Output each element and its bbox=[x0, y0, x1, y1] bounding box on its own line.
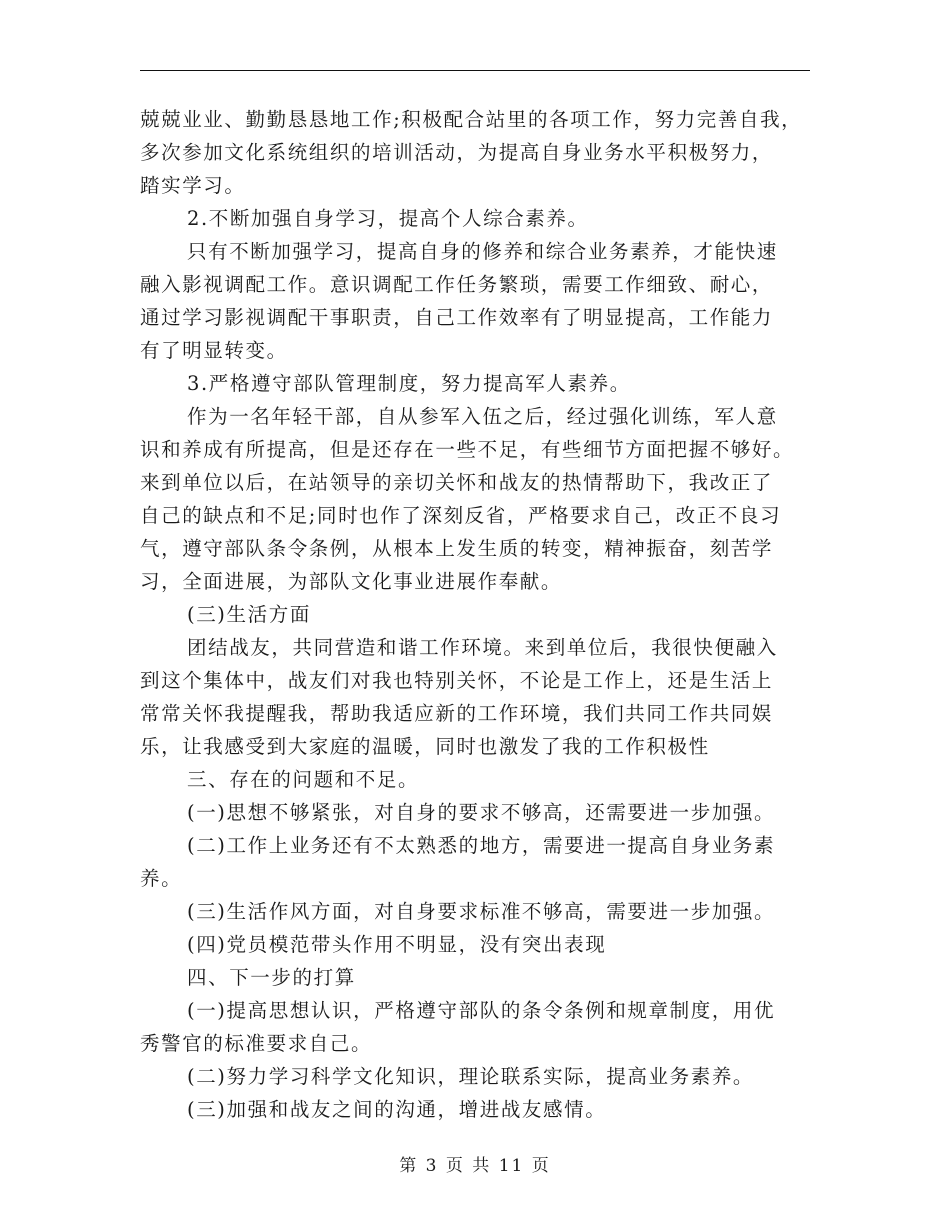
list-item: (二)工作上业务还有不太熟悉的地方，需要进一提高自身业务素 bbox=[187, 834, 776, 857]
text-line: 来到单位以后，在站领导的亲切关怀和战友的热情帮助下，我改正了 bbox=[140, 471, 774, 494]
list-item: (二)努力学习科学文化知识，理论联系实际，提高业务素养。 bbox=[187, 1065, 755, 1088]
section-heading: 3.严格遵守部队管理制度，努力提高军人素养。 bbox=[187, 372, 631, 395]
text-line: 到这个集体中，战友们对我也特别关怀，不论是工作上，还是生活上 bbox=[140, 669, 774, 692]
list-item: (四)党员模范带头作用不明显，没有突出表现 bbox=[187, 933, 607, 956]
text-line: 习，全面进展，为部队文化事业进展作奉献。 bbox=[140, 570, 563, 593]
list-item: (一)提高思想认识，严格遵守部队的条令条例和规章制度，用优 bbox=[187, 999, 776, 1022]
text-line: 团结战友，共同营造和谐工作环境。来到单位后，我很快便融入 bbox=[187, 636, 778, 659]
text-line: 踏实学习。 bbox=[140, 174, 246, 197]
section-heading: 四、下一步的打算 bbox=[187, 966, 356, 989]
text-line: 有了明显转变。 bbox=[140, 339, 288, 362]
list-item: (一)思想不够紧张，对自身的要求不够高，还需要进一步加强。 bbox=[187, 801, 776, 824]
section-heading: (三)生活方面 bbox=[187, 603, 311, 626]
text-line: 识和养成有所提高，但是还存在一些不足，有些细节方面把握不够好。 bbox=[140, 438, 795, 461]
section-heading: 三、存在的问题和不足。 bbox=[187, 768, 420, 791]
text-line: 融入影视调配工作。意识调配工作任务繁琐，需要工作细致、耐心， bbox=[140, 273, 774, 296]
text-line: 常常关怀我提醒我，帮助我适应新的工作环境，我们共同工作共同娱 bbox=[140, 702, 774, 725]
text-line: 养。 bbox=[140, 867, 183, 890]
text-line: 兢兢业业、勤勤恳恳地工作;积极配合站里的各项工作，努力完善自我， bbox=[140, 108, 803, 131]
text-line: 秀警官的标准要求自己。 bbox=[140, 1032, 373, 1055]
list-item: (三)加强和战友之间的沟通，增进战友感情。 bbox=[187, 1098, 607, 1121]
text-line: 多次参加文化系统组织的培训活动，为提高自身业务水平积极努力， bbox=[140, 141, 774, 164]
text-line: 作为一名年轻干部，自从参军入伍之后，经过强化训练，军人意 bbox=[187, 405, 778, 428]
header-rule bbox=[140, 70, 810, 71]
text-line: 气，遵守部队条令条例，从根本上发生质的转变，精神振奋，刻苦学 bbox=[140, 537, 774, 560]
text-line: 只有不断加强学习，提高自身的修养和综合业务素养，才能快速 bbox=[187, 240, 778, 263]
text-line: 通过学习影视调配干事职责，自己工作效率有了明显提高，工作能力 bbox=[140, 306, 774, 329]
section-heading: 2.不断加强自身学习，提高个人综合素养。 bbox=[187, 207, 589, 230]
text-line: 自己的缺点和不足;同时也作了深刻反省，严格要求自己，改正不良习 bbox=[140, 504, 782, 527]
page-footer: 第 3 页 共 11 页 bbox=[399, 1156, 551, 1176]
list-item: (三)生活作风方面，对自身要求标准不够高，需要进一步加强。 bbox=[187, 900, 776, 923]
text-line: 乐，让我感受到大家庭的温暖，同时也激发了我的工作积极性 bbox=[140, 735, 710, 758]
